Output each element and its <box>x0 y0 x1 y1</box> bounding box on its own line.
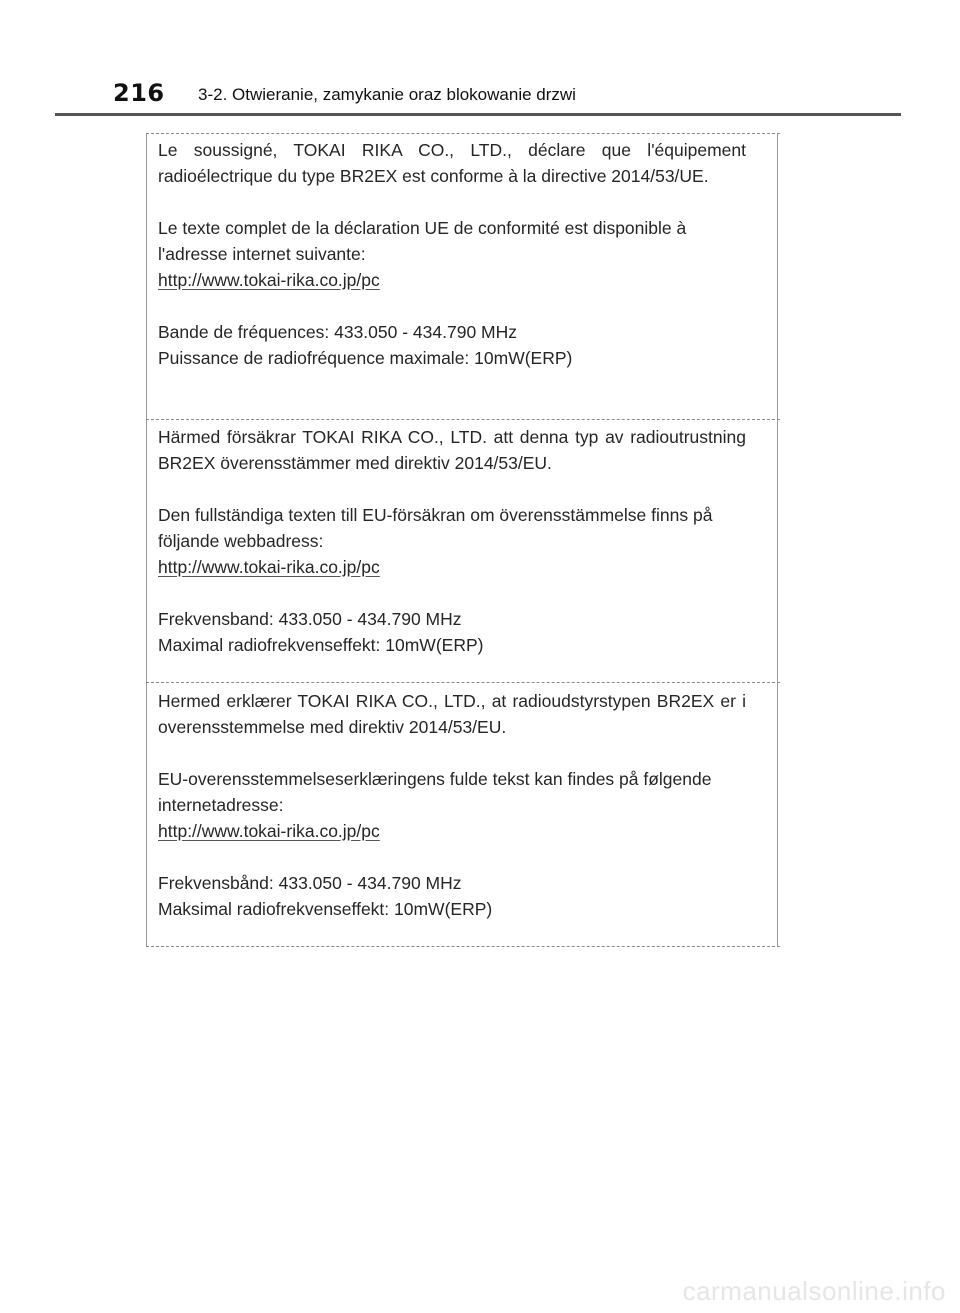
declaration-text: Härmed försäkrar TOKAI RIKA CO., LTD. att denna typ av radioutrustning BR2EX överensstämmer med direktiv 2014/53/EU. <box>158 427 746 473</box>
header-divider <box>55 113 901 116</box>
frequency-band-text: Frekvensbånd: 433.050 - 434.790 MHz <box>158 873 462 893</box>
page-number: 216 <box>113 79 165 107</box>
max-power-text: Maximal radiofrekvenseffekt: 10mW(ERP) <box>158 635 484 655</box>
box-bottom-dashed-border <box>146 946 780 947</box>
declaration-url-link[interactable]: http://www.tokai-rika.co.jp/pc <box>158 821 380 841</box>
section-title: 3-2. Otwieranie, zamykanie oraz blokowanie drzwi <box>198 85 576 104</box>
declaration-block-french <box>158 137 746 371</box>
frequency-band-text: Bande de fréquences: 433.050 - 434.790 MHz <box>158 322 517 342</box>
max-power-text: Maksimal radiofrekvenseffekt: 10mW(ERP) <box>158 899 493 919</box>
availability-text: EU-overensstemmelseserklæringens fulde tekst kan findes på følgende internetadresse: <box>158 769 712 815</box>
watermark: carmanualsonline.info <box>682 1276 946 1306</box>
declaration-url-link[interactable]: http://www.tokai-rika.co.jp/pc <box>158 557 380 577</box>
declaration-text: Hermed erklærer TOKAI RIKA CO., LTD., at radioudstyrstypen BR2EX er i overensstemmelse med direktiv 2014/53/EU. <box>158 691 746 737</box>
page-header <box>0 0 960 116</box>
max-power-text: Puissance de radiofréquence maximale: 10mW(ERP) <box>158 348 573 368</box>
box-top-dashed-border <box>146 133 780 134</box>
declaration-block-danish <box>158 688 746 922</box>
declaration-block-swedish <box>158 424 746 658</box>
availability-text: Le texte complet de la déclaration UE de conformité est disponible à l'adresse internet suivante: <box>158 218 687 264</box>
availability-text: Den fullständiga texten till EU-försäkran om överensstämmelse finns på följande webbadress: <box>158 505 713 551</box>
section-divider-1 <box>146 419 780 420</box>
declaration-text: Le soussigné, TOKAI RIKA CO., LTD., déclare que l'équipement radioélectrique du type BR2EX est conforme à la directive 2014/53/UE. <box>158 140 746 186</box>
frequency-band-text: Frekvensband: 433.050 - 434.790 MHz <box>158 609 462 629</box>
declaration-url-link[interactable]: http://www.tokai-rika.co.jp/pc <box>158 270 380 290</box>
section-divider-2 <box>146 682 780 683</box>
